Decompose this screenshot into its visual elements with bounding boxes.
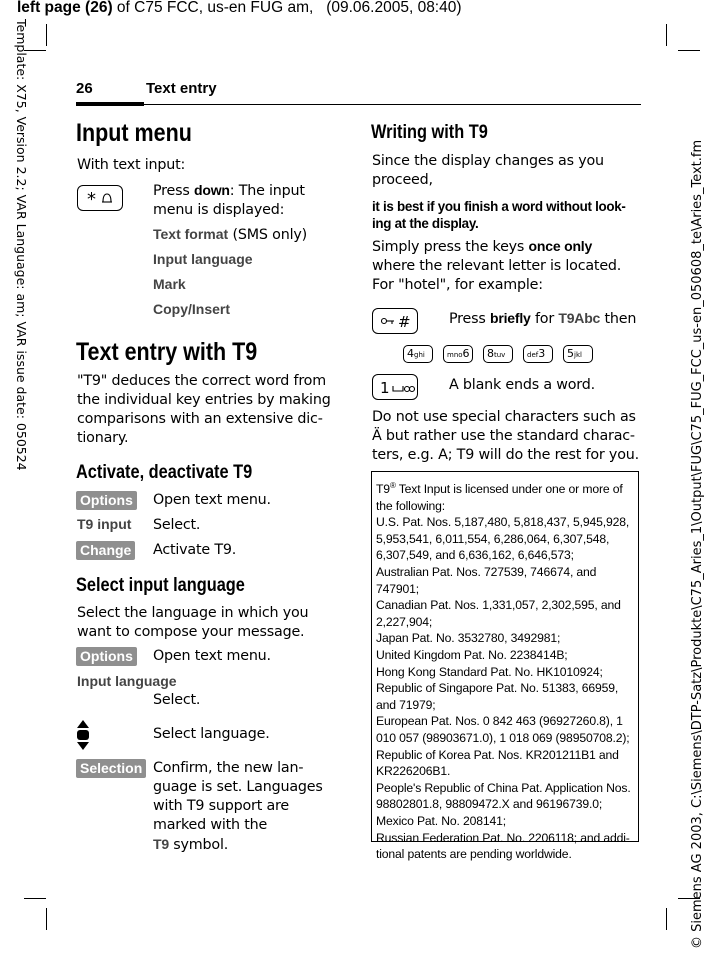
writing-heading: Writing with T9 [371,122,488,143]
star-bell-icon [78,186,122,210]
activate-row-options [76,490,137,510]
key-6-icon [443,345,473,363]
crop-mark [666,24,667,46]
key-4-icon [403,345,433,363]
key-num: 4 [407,347,414,360]
press-then: then [600,311,637,327]
select-language-heading: Select input language [76,575,245,596]
menu-item-text-format [153,226,307,245]
key-num: 6 [462,347,470,360]
key-letters: jkl [574,351,582,359]
navigation-key-icon [76,720,90,750]
simply-text-post: where the relevant letter is located. For "hotel", for example: [372,258,622,293]
patent-line: Canadian Pat. Nos. 1,331,057, 2,302,595, and 2,227,904; [376,598,621,629]
press-briefly: briefly [489,310,531,326]
t9-entry-intro: "T9" deduces the correct word from the individual key entries by making comparisons with an extensive dic-tionary. [77,373,331,446]
patent-line: U.S. Pat. Nos. 5,187,480, 5,818,437, 5,945,928, 5,953,541, 6,011,554, 6,286,064, 6,307,548, 6,307,549, and 6,636,162, 6,646,573; [376,515,630,563]
key-5-icon [563,345,593,363]
selection-desc-end: symbol. [168,837,229,853]
select-row-nav-desc: Select language. [153,726,270,742]
writing-intro: Since the display changes as you proceed, [372,153,604,188]
running-title: Text entry [146,80,217,97]
header-rule-thin [144,104,641,105]
select-row-input-language: Input language [77,673,177,689]
t9-mark: T9 [376,482,390,497]
crop-mark [678,50,700,51]
key-3-icon [523,345,553,363]
simply-once-only: once only [528,238,593,254]
crop-mark [24,898,46,899]
patent-notice-box [371,471,639,862]
copyright-path: © Siemens AG 2003, C:\Siemens\DTP-Satz\Produkte\C75_Aries_1\Output\FUG\C75_FUG_FCC_us-en_050608_te\Aries_Text.fm [690,139,705,949]
patent-line: People's Republic of China Pat. Application Nos. 98802801.8, 98809472.X and 96196739.0; [376,780,631,812]
simply-text: Simply press the keys [372,239,529,255]
svg-text:1: 1 [380,379,390,397]
options-softkey: Options [76,647,137,666]
crop-mark [666,908,667,930]
activate-row-t9-input-desc: Select. [153,517,201,533]
crop-mark [46,24,47,46]
t9abc-mode: T9Abc [558,310,601,326]
key-letters: def [527,351,539,359]
t9-entry-heading: Text entry with T9 [76,338,258,366]
patent-line: Republic of Singapore Pat. No. 51383, 66959, and 71979; [376,681,619,712]
registered-sup: ® [389,481,396,490]
header-rest: of C75 FCC, us-en FUG am, (09.06.2005, 08:40) [112,0,462,16]
patent-line: Japan Pat. No. 3532780, 3492981; [376,631,561,646]
menu-item-input-language: Input language [153,251,253,267]
crop-mark [46,908,47,930]
select-row-input-language-desc: Select. [153,692,201,708]
press-text-post: : The input menu is displayed: [153,183,305,218]
activate-row-change-desc: Activate T9. [153,542,237,558]
patent-line: European Pat. Nos. 0 842 463 (96927260.8), 1 010 057 (98903671.0), 1 018 069 (98950708.2); Republic of Korea Pat. Nos. KR201211B1 and KR226206B1. [376,714,630,779]
activate-row-change [76,540,135,560]
input-menu-intro: With text input: [77,157,186,173]
menu-item-copy-insert: Copy/Insert [153,301,231,317]
t9-symbol: T9 [153,836,169,852]
patent-line: Mexico Pat. No. 208141; [376,813,507,828]
press-key-down: down [193,182,230,198]
activate-heading: Activate, deactivate T9 [76,462,253,483]
select-language-intro: Select the language in which you want to compose your message. [77,605,309,640]
selection-softkey: Selection [76,759,146,778]
select-row-selection [76,758,146,778]
change-softkey: Change [76,541,135,560]
select-row-options [76,646,137,666]
key-letters: tuv [494,351,506,359]
hash-key-icon [372,308,418,334]
svg-text:*: * [87,189,96,210]
writing-simply [372,237,637,295]
patent-line: Hong Kong Standard Pat. No. HK1010924; [376,664,603,679]
key-num: 3 [538,347,546,360]
selection-desc-text: Confirm, the new lan-guage is set. Languages with T9 support are marked with the [153,760,323,833]
patent-line: Russian Federation Pat. No. 2206118; and addi-tional patents are pending worldwide. [376,830,630,862]
options-softkey: Options [76,491,137,510]
header-prefix: left page (26) [17,0,113,16]
press-text: Press [153,183,194,199]
key-letters: mno [447,351,463,359]
menu-item-label: Text format [153,226,229,242]
menu-item-suffix: (SMS only) [228,227,307,243]
writing-blank-desc: A blank ends a word. [449,377,595,393]
key-num: 5 [567,347,574,360]
patent-intro [376,478,634,514]
press-for: for [530,311,559,327]
input-menu-press [153,181,333,220]
select-row-selection-desc [153,759,343,855]
space-key-icon [373,375,417,399]
key-letters: ghi [414,351,425,359]
key-1-space-icon [372,374,418,400]
svg-text:#: # [398,313,411,331]
press-text: Press [449,311,490,327]
writing-bold-note: it is best if you finish a word without look-ing at the display. [372,199,626,231]
input-menu-heading: Input menu [76,119,192,147]
star-key-icon [77,185,123,211]
document-header [17,0,462,17]
header-rule-thick [76,102,144,106]
select-row-options-desc: Open text menu. [153,648,271,664]
key-num: 8 [487,347,494,360]
activate-row-t9-input: T9 input [77,516,132,532]
writing-special-note: Do not use special characters such as Ä but rather use the standard charac-ters, e.g. A; T9 will do the rest for you. [372,409,639,463]
menu-item-mark: Mark [153,276,186,292]
key-shift-hash-icon [373,309,417,333]
key-8-icon [483,345,513,363]
patent-intro-text: Text Input is licensed under one or more of the following: [376,482,623,513]
patent-line: United Kingdom Pat. No. 2238414B; [376,648,568,662]
page-number: 26 [76,80,93,97]
patent-line: Australian Pat. Nos. 727539, 746674, and 747901; [376,565,597,596]
writing-press [449,309,636,329]
template-info: Template: X75, Version 2.2; VAR Language: am; VAR issue date: 050524 [14,19,29,471]
activate-row-options-desc: Open text menu. [153,492,271,508]
